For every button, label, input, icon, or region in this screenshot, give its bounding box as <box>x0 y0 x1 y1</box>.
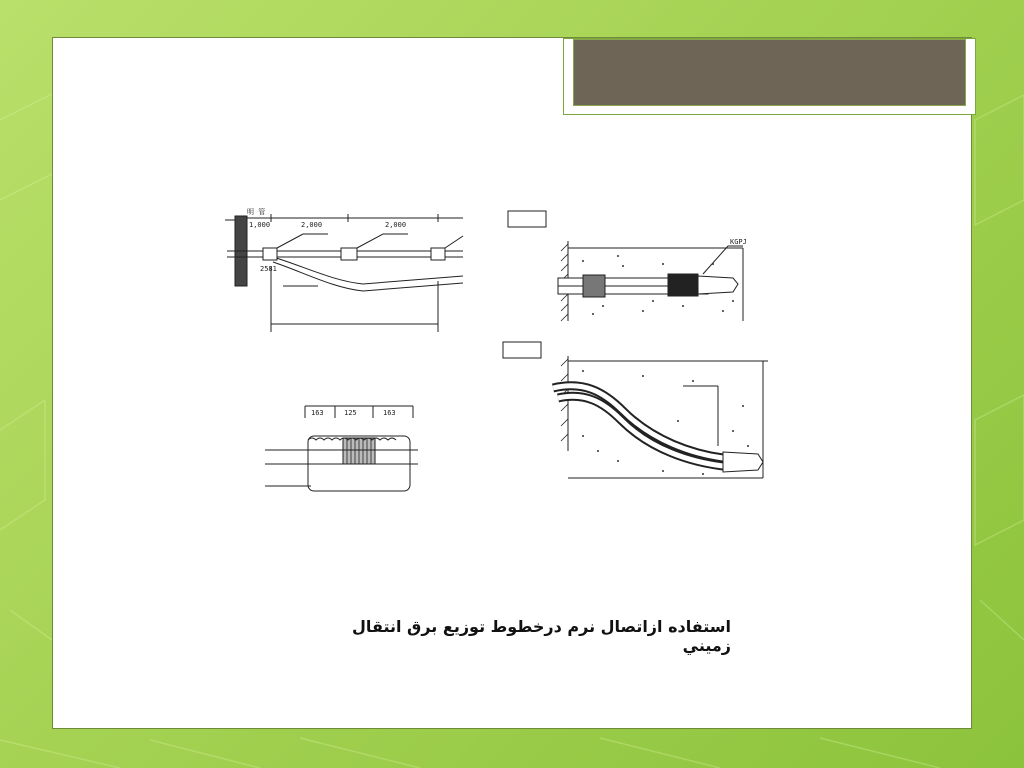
dim-label-1: 1,000 <box>249 221 271 229</box>
dim-label-2: 2,000 <box>301 221 323 229</box>
title-placeholder <box>563 38 976 115</box>
dim-label-163-right: 163 <box>383 409 396 417</box>
joint-label: 2581 <box>260 265 277 273</box>
slide-content-area <box>52 37 972 729</box>
drawing-cable-entry-inclined <box>503 342 768 478</box>
kgpj-label: KGPJ <box>730 238 747 246</box>
slide-caption: استفاده ازاتصال نرم درخطوط توزيع برق انتقال زميني <box>352 617 731 655</box>
technical-drawing <box>223 206 768 506</box>
dim-label-3: 2,000 <box>385 221 407 229</box>
title-placeholder-fill <box>573 39 966 106</box>
header-label: 明 管 <box>247 208 266 216</box>
drawing-cable-route <box>225 214 463 332</box>
dim-label-163-left: 163 <box>311 409 324 417</box>
dim-label-125: 125 <box>344 409 357 417</box>
drawing-joint-detail <box>265 406 418 491</box>
drawing-cable-entry-straight <box>508 211 743 321</box>
